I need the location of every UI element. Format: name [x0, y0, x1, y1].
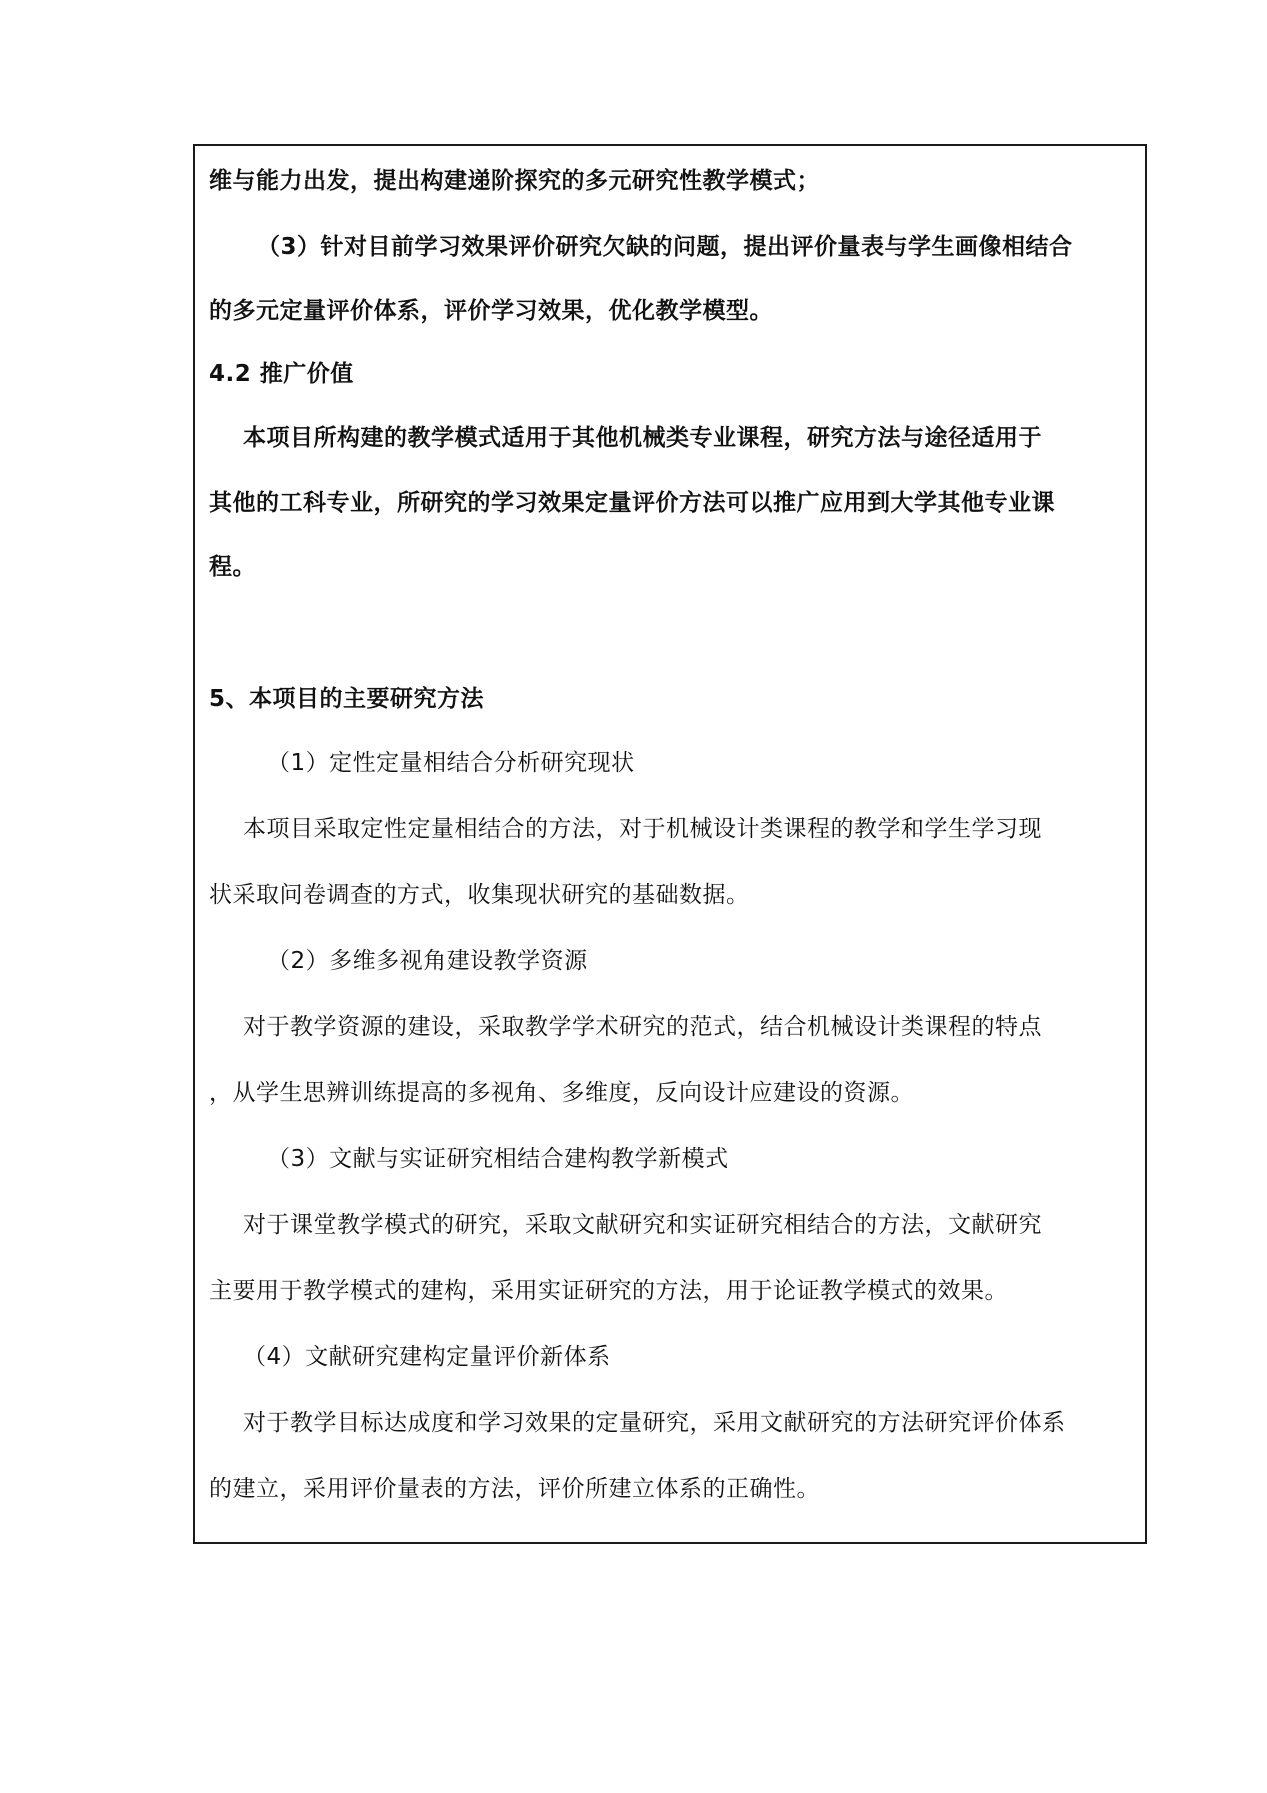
text-line: 对于教学资源的建设，采取教学学术研究的范式，结合机械设计类课程的特点 [243, 1014, 1042, 1040]
text-line: 维与能力出发，提出构建递阶探究的多元研究性教学模式； [209, 168, 820, 194]
form-table-cell [193, 144, 1147, 1544]
text-line: 状采取问卷调查的方式，收集现状研究的基础数据。 [209, 882, 750, 908]
item-title: （2）多维多视角建设教学资源 [267, 948, 588, 974]
text-line: 本项目采取定性定量相结合的方法，对于机械设计类课程的教学和学生学习现 [243, 816, 1042, 842]
text-line: ，从学生思辨训练提高的多视角、多维度，反向设计应建设的资源。 [209, 1080, 914, 1106]
text-line: 本项目所构建的教学模式适用于其他机械类专业课程，研究方法与途径适用于 [243, 425, 1042, 451]
text-line: （3）针对目前学习效果评价研究欠缺的问题，提出评价量表与学生画像相结合 [257, 234, 1073, 260]
text-line: 主要用于教学模式的建构，采用实证研究的方法，用于论证教学模式的效果。 [209, 1278, 1008, 1304]
text-line: 程。 [209, 554, 256, 580]
text-line: 对于课堂教学模式的研究，采取文献研究和实证研究相结合的方法，文献研究 [243, 1212, 1042, 1238]
text-line: 的多元定量评价体系，评价学习效果，优化教学模型。 [209, 298, 773, 324]
subheading: 4.2 推广价值 [209, 361, 354, 387]
text-line: 其他的工科专业，所研究的学习效果定量评价方法可以推广应用到大学其他专业课 [209, 490, 1055, 516]
item-title: （3）文献与实证研究相结合建构教学新模式 [267, 1146, 729, 1172]
text-line: 的建立，采用评价量表的方法，评价所建立体系的正确性。 [209, 1476, 820, 1502]
text-line: 对于教学目标达成度和学习效果的定量研究，采用文献研究的方法研究评价体系 [243, 1410, 1066, 1436]
item-title: （4）文献研究建构定量评价新体系 [243, 1344, 611, 1370]
section-heading: 5、本项目的主要研究方法 [209, 686, 485, 712]
item-title: （1）定性定量相结合分析研究现状 [267, 750, 635, 776]
